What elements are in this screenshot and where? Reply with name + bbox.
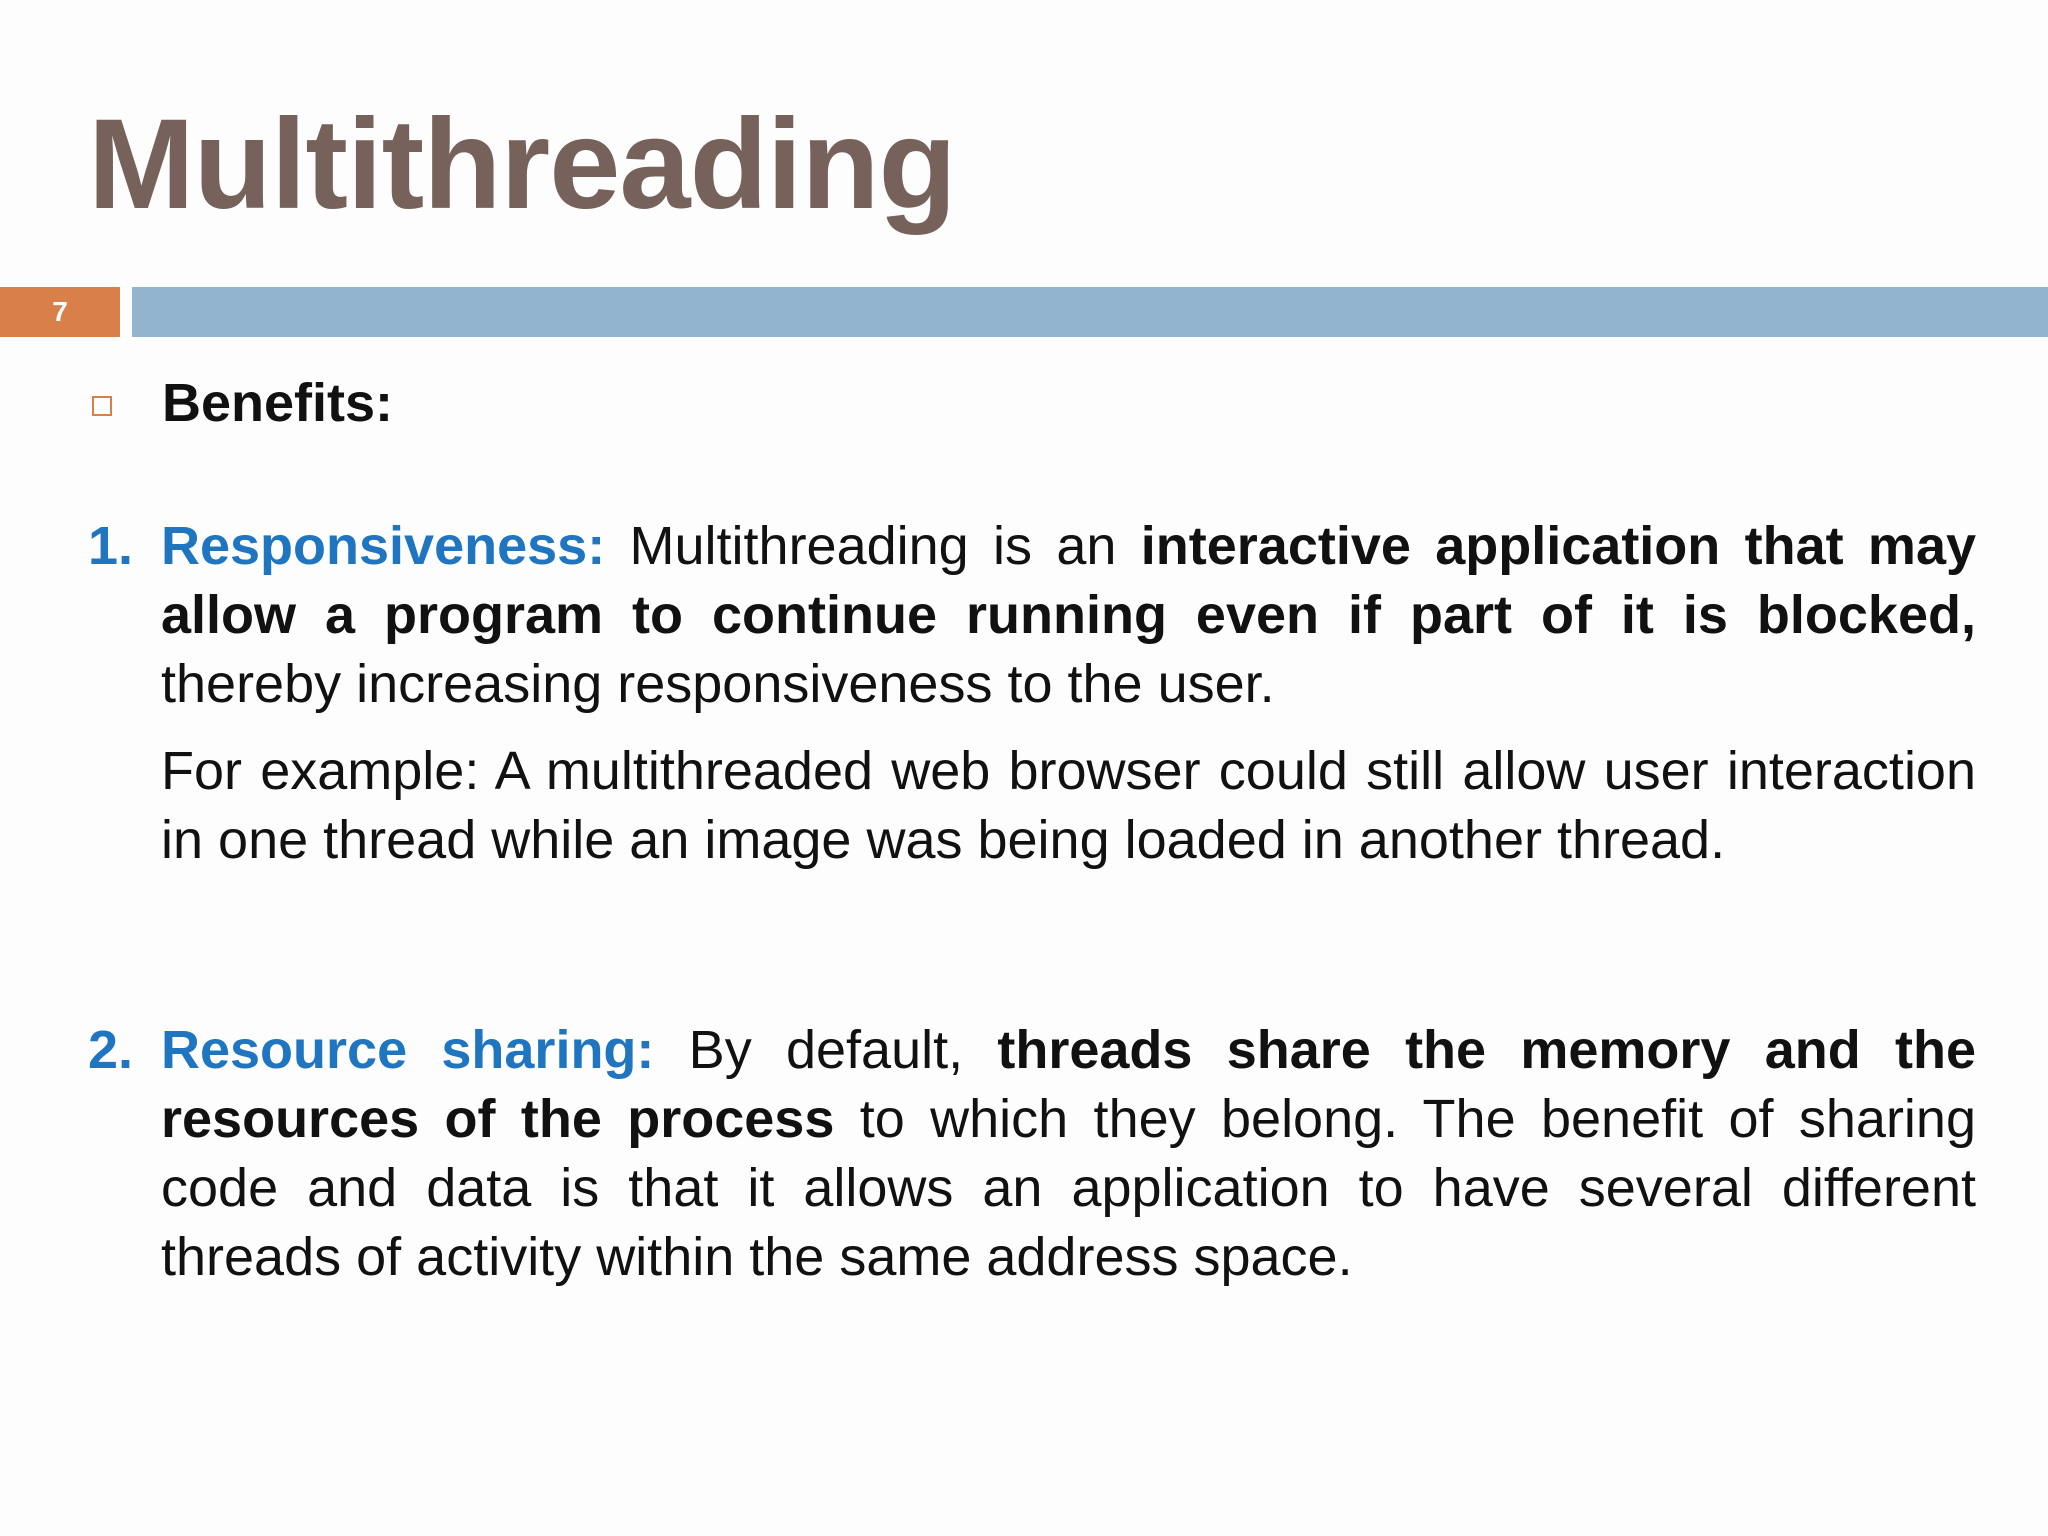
list-item-resource-sharing — [88, 1016, 1976, 1292]
slide-number-badge: 7 — [0, 287, 120, 337]
item-text: By default, — [654, 1020, 998, 1080]
item-number: 2. — [88, 1020, 134, 1080]
bullet-label: Benefits: — [162, 373, 394, 433]
item-paragraph — [88, 1016, 1976, 1292]
item-example: For example: A multithreaded web browser could still allow user interaction in one thread while an image was being loaded in another thread. — [161, 741, 1976, 870]
bullet-benefits — [92, 368, 393, 438]
item-text: thereby increasing responsiveness to the user. — [161, 654, 1275, 714]
title-divider-bar — [132, 287, 2048, 337]
list-item-responsiveness — [88, 512, 1976, 875]
item-text-bold: interactive application that may allow a program to continue running even if part of it is blocked, — [161, 516, 1977, 645]
slide-title: Multithreading — [88, 93, 956, 236]
item-heading: Responsiveness: — [161, 516, 606, 576]
item-paragraph — [88, 512, 1976, 719]
item-text-bold: threads share the memory and the resources of the process — [161, 1020, 1976, 1149]
item-heading: Resource sharing: — [161, 1020, 655, 1080]
square-bullet-icon — [92, 396, 112, 416]
item-text: Multithreading is an — [605, 516, 1141, 576]
item-number: 1. — [88, 516, 134, 576]
item-text: to which they belong. The benefit of sharing code and data is that it allows an application to have several different threads of activity within the same address space. — [161, 1089, 1976, 1287]
